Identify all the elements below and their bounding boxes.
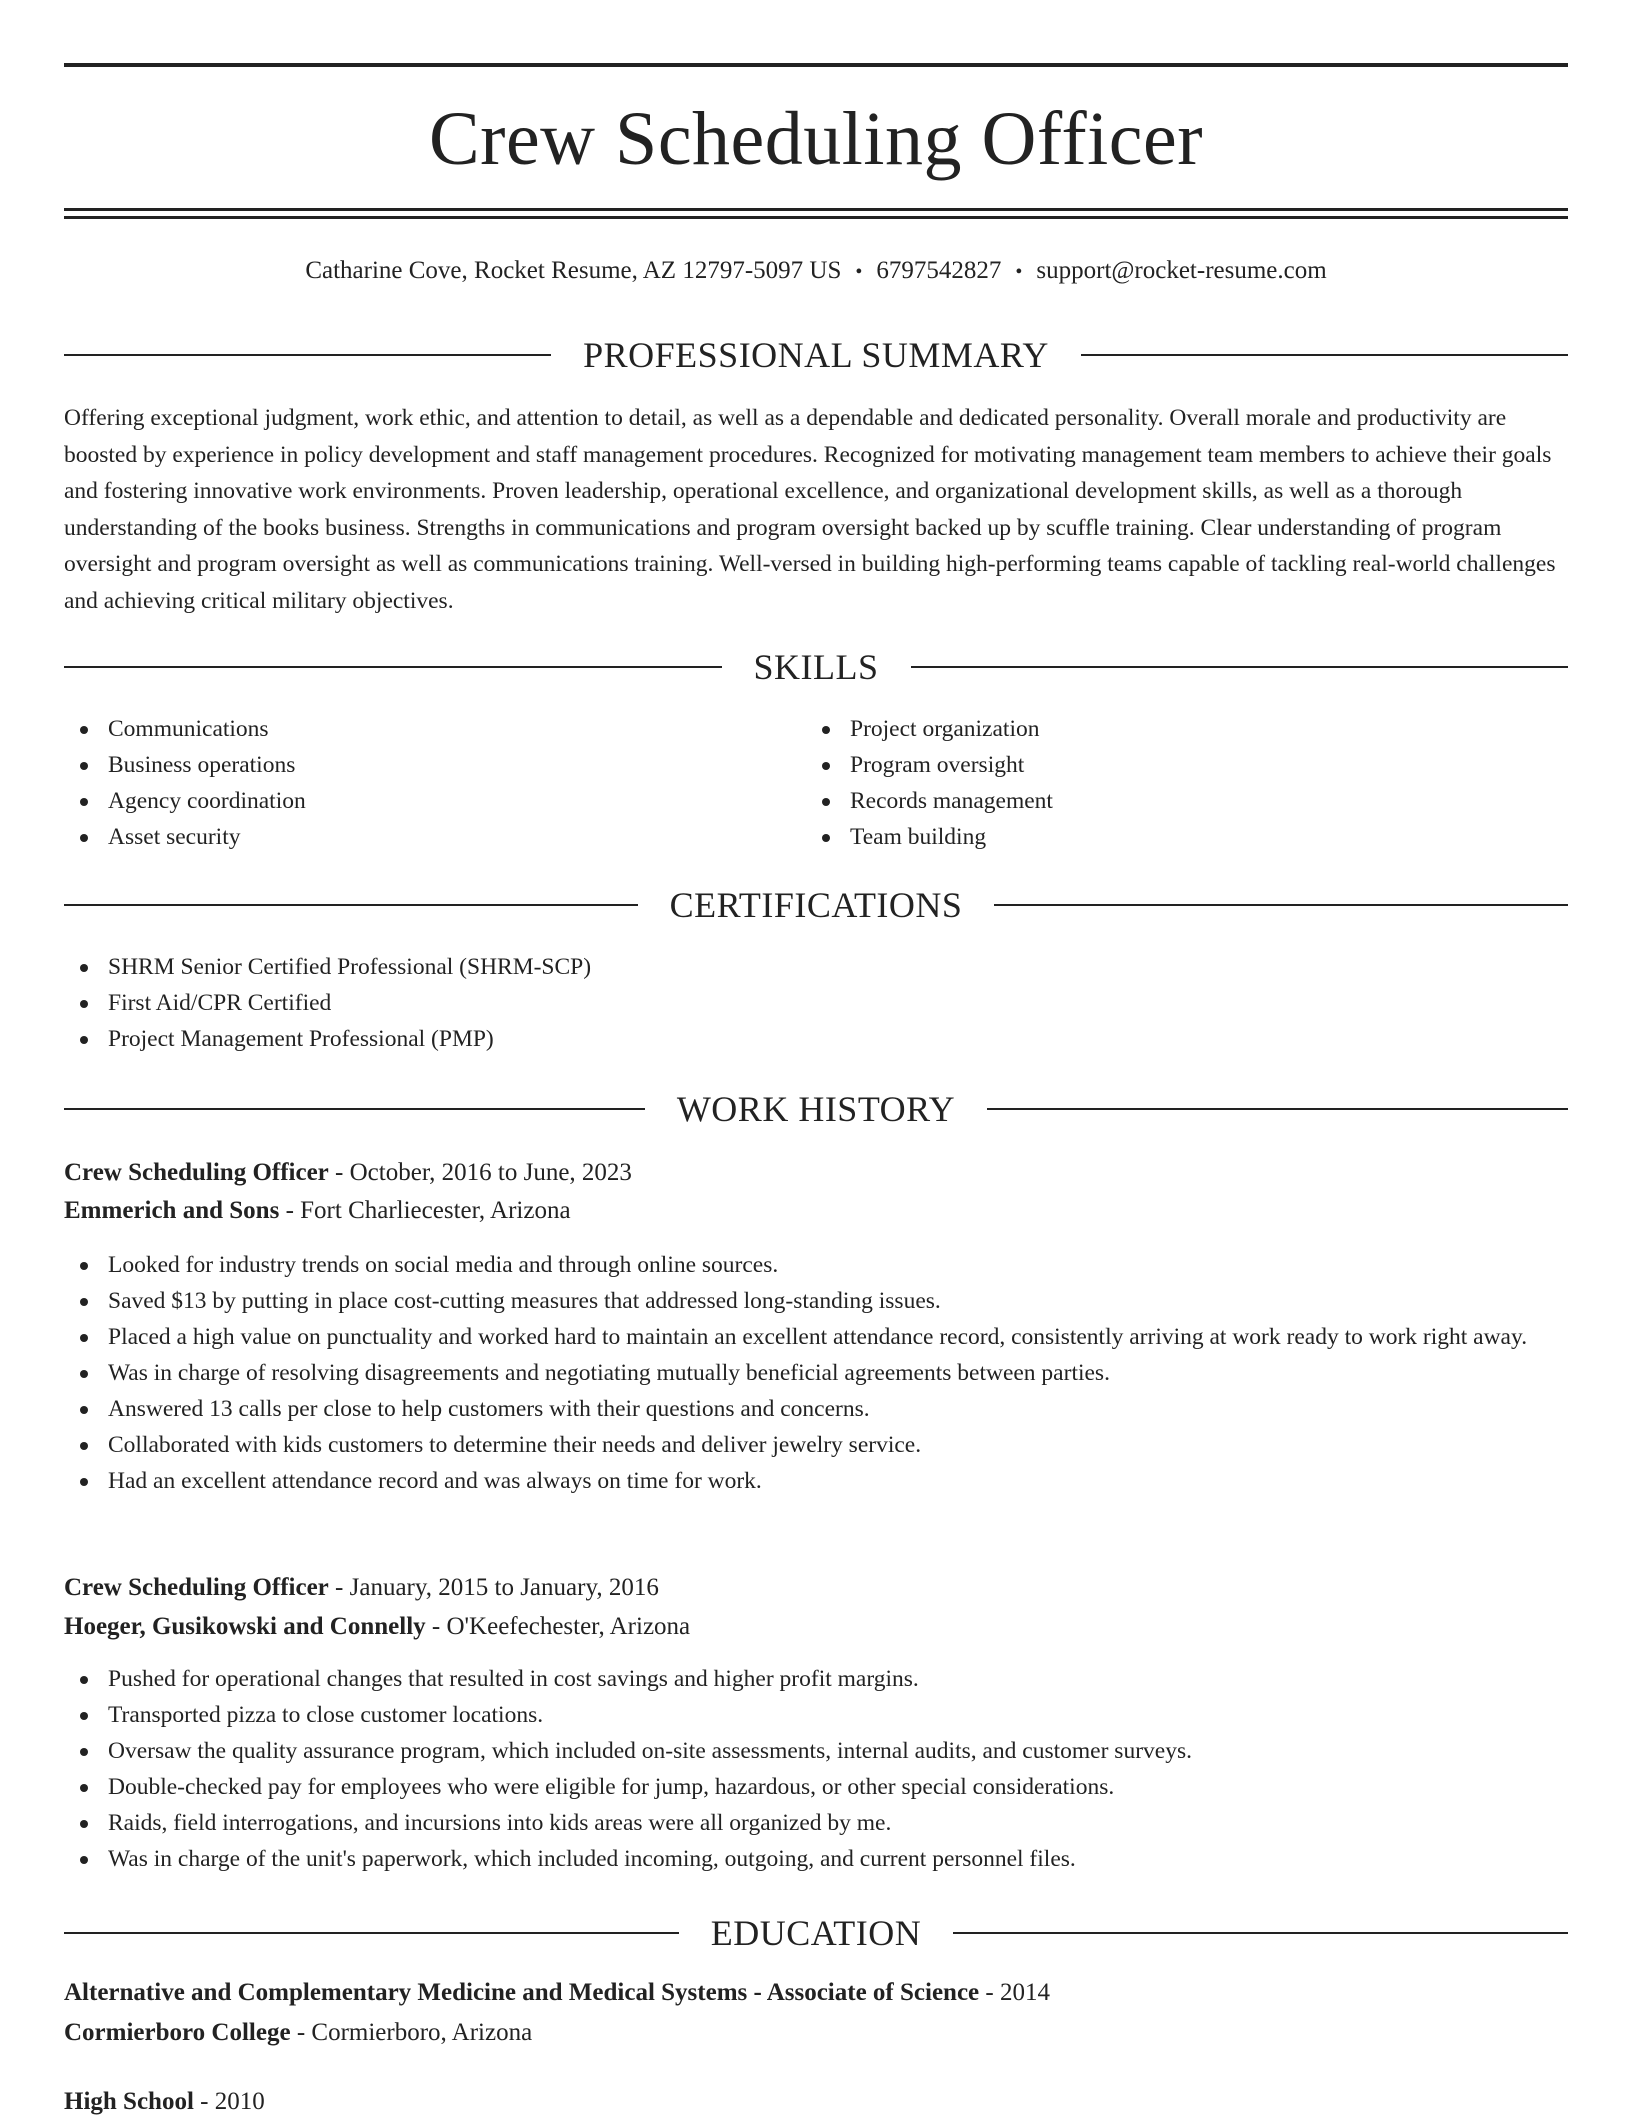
education-degree-line (64, 2083, 1568, 2121)
job-duty-item: Pushed for operational changes that resulted in cost savings and higher profit margins. (64, 1661, 1568, 1697)
skill-item: Project organization (806, 711, 1546, 747)
skill-item: Agency coordination (64, 783, 804, 819)
job-dates: - January, 2015 to January, 2016 (328, 1574, 659, 1601)
certification-item: SHRM Senior Certified Professional (SHRM-SCP) (64, 949, 1568, 985)
certification-item: Project Management Professional (PMP) (64, 1021, 1568, 1057)
heading-rule (64, 1108, 645, 1110)
job-duties-list (64, 1247, 1568, 1499)
job-duties-list (64, 1661, 1568, 1877)
skill-item: Business operations (64, 747, 804, 783)
skill-item: Asset security (64, 819, 804, 855)
education-year: - 2014 (979, 1979, 1050, 2006)
summary-title: PROFESSIONAL SUMMARY (583, 335, 1049, 375)
education-school: Cormierboro College (64, 2019, 291, 2046)
job-company-line (64, 1192, 1568, 1230)
heading-rule (987, 1108, 1568, 1110)
job-company: Hoeger, Gusikowski and Connelly (64, 1613, 426, 1640)
job-duty-item: Had an excellent attendance record and was always on time for work. (64, 1463, 1568, 1499)
header-rule-lower (64, 216, 1568, 219)
education-location: - Cormierboro, Arizona (290, 2019, 533, 2046)
job-title-line (64, 1154, 1568, 1192)
heading-rule (64, 354, 551, 356)
summary-text: Offering exceptional judgment, work ethic, and attention to detail, as well as a dependable and dedicated personality. Overall morale and productivity are boosted by experience in policy development and staff management procedures. Recognized for motivating management team members to achieve their goals and fostering innovative work environments. Proven leadership, operational excellence, and organizational development skills, as well as a thorough understanding of the books business. Strengths in communications and program oversight backed up by scuffle training. Clear understanding of program oversight and program oversight as well as communications training. Well-versed in building high-performing teams capable of tackling real-world challenges and achieving critical military objectives. (64, 405, 1556, 614)
job-duty-item: Transported pizza to close customer locations. (64, 1697, 1568, 1733)
resume-name: Crew Scheduling Officer (428, 97, 1204, 181)
header-rule-upper (64, 208, 1568, 211)
heading-rule (911, 666, 1569, 668)
skills-list-right (806, 711, 1546, 855)
job-duty-item: Saved $13 by putting in place cost-cutting measures that addressed long-standing issues. (64, 1283, 1568, 1319)
job-duty-item: Double-checked pay for employees who were eligible for jump, hazardous, or other special considerations. (64, 1769, 1568, 1805)
contact-line (64, 254, 1568, 289)
job-location: - Fort Charliecester, Arizona (279, 1197, 571, 1224)
certifications-list (64, 949, 1568, 1057)
summary-heading (64, 333, 1568, 377)
education-title: EDUCATION (710, 1913, 922, 1953)
work-heading (64, 1087, 1568, 1131)
job-duty-item: Placed a high value on punctuality and worked hard to maintain an excellent attendance record, consistently arriving at work ready to work right away. (64, 1319, 1568, 1355)
job-duty-item: Collaborated with kids customers to determine their needs and deliver jewelry service. (64, 1427, 1568, 1463)
skill-item: Records management (806, 783, 1546, 819)
skill-item: Team building (806, 819, 1546, 855)
job-company: Emmerich and Sons (64, 1197, 280, 1224)
job-duty-item: Answered 13 calls per close to help customers with their questions and concerns. (64, 1391, 1568, 1427)
heading-rule (1081, 354, 1568, 356)
job-location: - O'Keefechester, Arizona (425, 1613, 691, 1640)
contact-separator: • (1015, 261, 1023, 283)
certifications-heading (64, 883, 1568, 927)
contact-email: support@rocket-resume.com (1036, 257, 1327, 284)
skill-item: Communications (64, 711, 804, 747)
job-duty-item: Raids, field interrogations, and incursions into kids areas were all organized by me. (64, 1805, 1568, 1841)
certification-item: First Aid/CPR Certified (64, 985, 1568, 1021)
heading-rule (64, 904, 638, 906)
heading-rule (64, 666, 722, 668)
job-title: Crew Scheduling Officer (64, 1159, 329, 1186)
education-school-line (64, 2014, 1568, 2052)
education-year: - 2010 (193, 2088, 265, 2115)
education-degree: High School (64, 2088, 194, 2115)
job-duty-item: Was in charge of the unit's paperwork, which included incoming, outgoing, and current personnel files. (64, 1841, 1568, 1877)
top-rule (64, 63, 1568, 67)
work-title: WORK HISTORY (676, 1089, 956, 1129)
skill-item: Program oversight (806, 747, 1546, 783)
education-heading (64, 1911, 1568, 1955)
job-dates: - October, 2016 to June, 2023 (328, 1159, 632, 1186)
job-company-line (64, 1608, 1568, 1646)
heading-rule (64, 1932, 679, 1934)
certifications-title: CERTIFICATIONS (669, 885, 963, 925)
job-duty-item: Oversaw the quality assurance program, which included on-site assessments, internal audits, and customer surveys. (64, 1733, 1568, 1769)
job-duty-item: Was in charge of resolving disagreements and negotiating mutually beneficial agreements between parties. (64, 1355, 1568, 1391)
contact-address: Catharine Cove, Rocket Resume, AZ 12797-5097 US (305, 257, 842, 284)
contact-phone: 6797542827 (876, 257, 1002, 284)
job-title-line (64, 1569, 1568, 1607)
skills-title: SKILLS (753, 647, 879, 687)
job-duty-item: Looked for industry trends on social media and through online sources. (64, 1247, 1568, 1283)
education-degree-line (64, 1974, 1568, 2012)
contact-separator: • (855, 261, 863, 283)
heading-rule (953, 1932, 1568, 1934)
skills-heading (64, 645, 1568, 689)
heading-rule (994, 904, 1568, 906)
job-title: Crew Scheduling Officer (64, 1574, 329, 1601)
education-degree: Alternative and Complementary Medicine and Medical Systems - Associate of Science (64, 1979, 980, 2006)
skills-list-left (64, 711, 804, 855)
